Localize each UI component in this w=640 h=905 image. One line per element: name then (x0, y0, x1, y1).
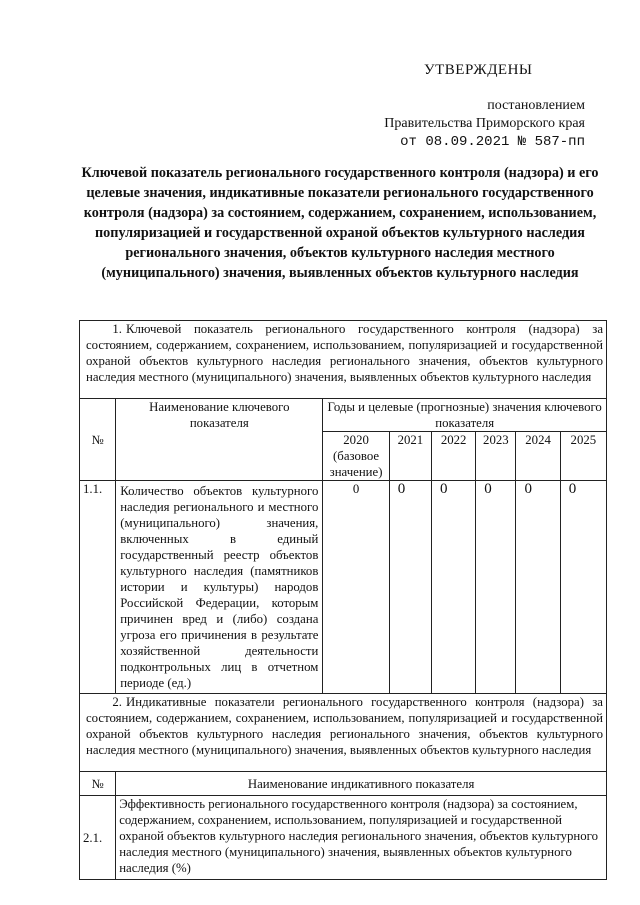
value-2025: 0 (560, 481, 606, 694)
table1-col-years: Годы и целевые (прогнозные) значения ключевого показателя (323, 399, 607, 432)
row-number: 1.1. (80, 481, 116, 694)
government-line: Правительства Приморского края (384, 116, 585, 131)
section2-text: Индикативные показатели регионального государственного контроля (надзора) за состоянием, содержанием, сохранением, использованием, популяризацией и государственной охраной объектов культурного наследия регионального значения, объектов культурного наследия местного (муниципального) значения, выявленных объектов культурного наследия (86, 695, 603, 757)
document-title: Ключевой показатель регионального государственного контроля (надзора) и его целевые значения, индикативные показатели регионального государственного контроля (надзора) за состоянием, содержанием, сохранением, использованием, популяризацией и государственной охраной объектов культурного наследия регионального значения, объектов культурного наследия местного (муниципального) значения, выявленных объектов культурного наследия (81, 165, 599, 281)
year-2025: 2025 (560, 432, 606, 481)
section1-row (80, 321, 607, 399)
table2-header-row (80, 772, 607, 796)
section2-cell (80, 694, 607, 772)
section1-text: Ключевой показатель регионального государственного контроля (надзора) за состоянием, содержанием, сохранением, использованием, популяризацией и государственной охраной объектов культурного наследия регионального значения, объектов культурного наследия местного (муниципального) значения, выявленных объектов культурного наследия (86, 322, 603, 384)
table2-col-name: Наименование индикативного показателя (116, 772, 607, 796)
section2-row (80, 694, 607, 772)
year-2023: 2023 (476, 432, 516, 481)
year-2024: 2024 (516, 432, 560, 481)
approval-block (384, 97, 585, 151)
section2-number: 2. (112, 695, 122, 709)
value-2023: 0 (476, 481, 516, 694)
value-2021: 0 (389, 481, 431, 694)
approved-heading: УТВЕРЖДЕНЫ (424, 62, 533, 78)
table2-col-num: № (80, 772, 116, 796)
table1-header-row (80, 399, 607, 432)
year-2021: 2021 (389, 432, 431, 481)
section1-cell (80, 321, 607, 399)
indicators-table (79, 320, 607, 880)
value-2020: 0 (323, 481, 389, 694)
decree-line: постановлением (487, 98, 585, 113)
value-2022: 0 (431, 481, 475, 694)
table2-data-row (80, 796, 607, 880)
table1-col-name: Наименование ключевого показателя (116, 399, 323, 481)
date-number-line: от 08.09.2021 № 587-пп (400, 134, 585, 150)
table1-data-row (80, 481, 607, 694)
row2-number: 2.1. (80, 796, 116, 880)
year-2020: 2020 (базовое значение) (323, 432, 389, 481)
table1-col-num: № (80, 399, 116, 481)
indicative-name: Эффективность регионального государственного контроля (надзора) за состоянием, содержанием, сохранением, использованием, популяризацией и государственной охраной объектов культурного наследия регионального значения, объектов культурного наследия местного (муниципального) значения, выявленных объектов культурного наследия (%) (116, 796, 607, 880)
value-2024: 0 (516, 481, 560, 694)
indicator-name: Количество объектов культурного наследия регионального и местного (муниципального) значения, включенных в единый государственный реестр объектов культурного наследия (памятников истории и культуры) народов Российской Федерации, которым причинен вред и (либо) создана угроза его причинения в результате хозяйственной деятельности подконтрольных лиц в отчетном периоде (ед.) (116, 481, 323, 694)
year-2022: 2022 (431, 432, 475, 481)
section1-number: 1. (112, 322, 122, 336)
